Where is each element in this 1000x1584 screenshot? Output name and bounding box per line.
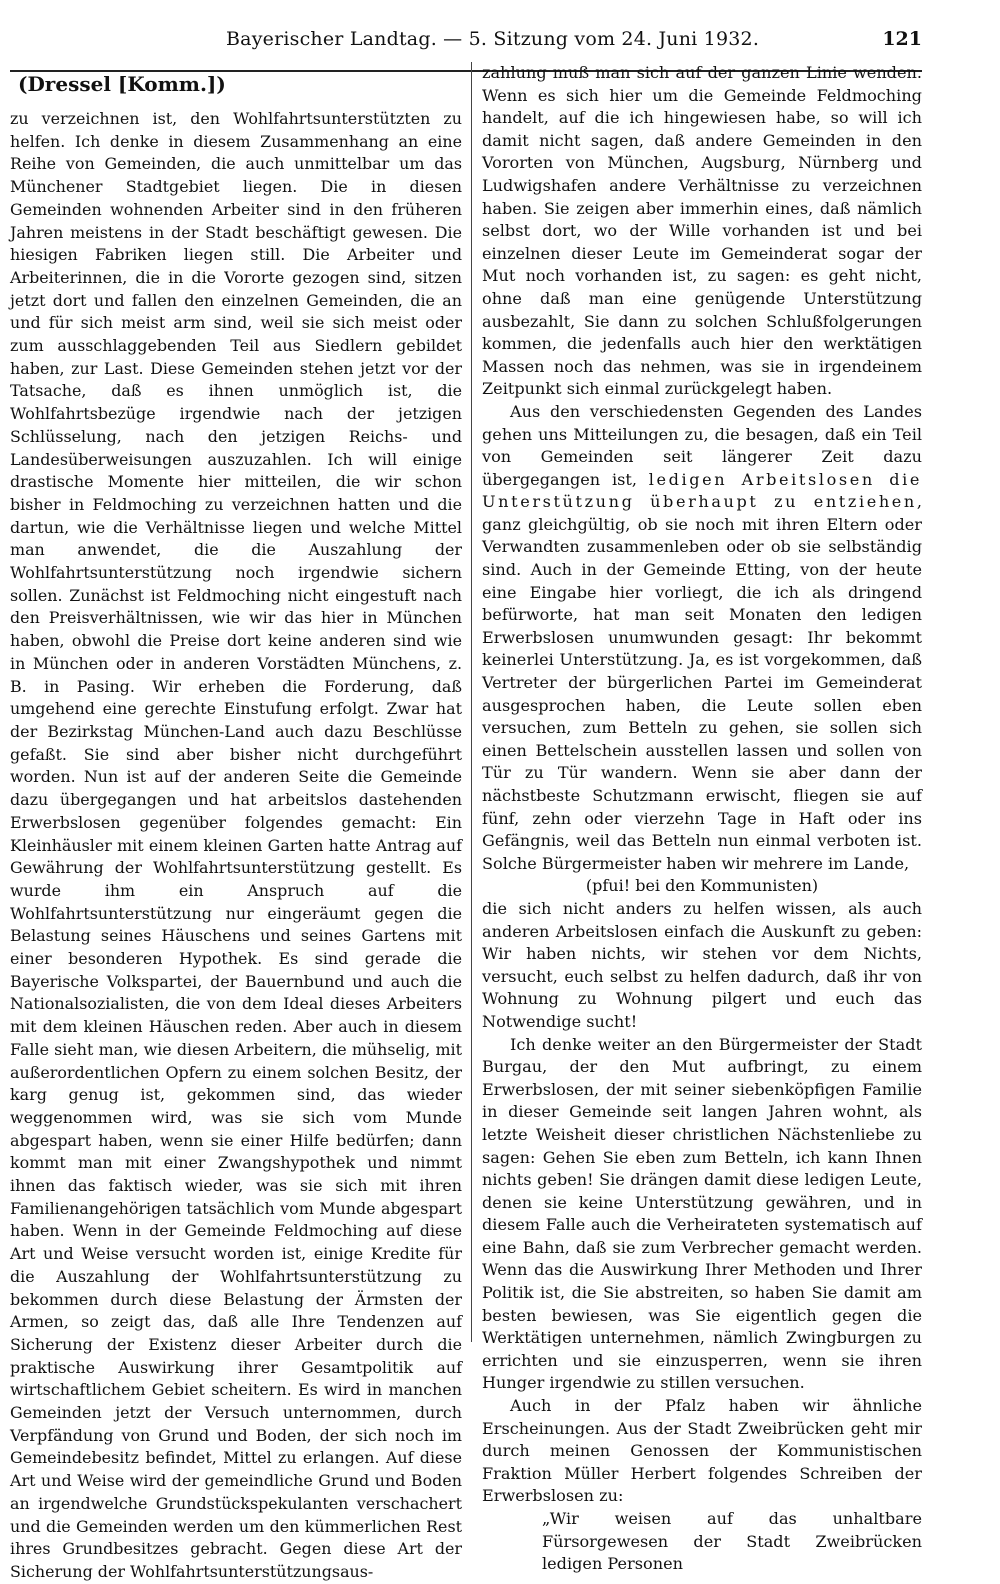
paragraph: die sich nicht anders zu helfen wissen, als auch anderen Arbeitslosen einfach die Auskunft zu geben: Wir haben nichts, wir stehen vor dem Nichts, versucht, euch selbst zu helfen dadurch, daß ihr von Wohnung zu Wohnung pilgert und euch das Notwendige sucht! xyxy=(482,898,922,1031)
running-head: Bayerischer Landtag. — 5. Sitzung vom 24. Juni 1932. xyxy=(226,28,760,50)
block-quote: „Wir weisen auf das unhaltbare Fürsorgewesen der Stadt Zweibrücken ledigen Personen xyxy=(542,1509,922,1574)
emphasized-text: ledigen Arbeitslosen die Unterstützung überhaupt zu entziehen xyxy=(482,469,922,512)
paragraph: zu verzeichnen ist, den Wohlfahrtsunterstützten zu helfen. Ich denke in diesem Zusammenhang an eine Reihe von Gemeinden, die auch unmittelbar um das Münchener Stadtgebiet liegen. Die in diesen Gemeinden wohnenden Arbeiter sind in den früheren Jahren meistens in der Stadt beschäftigt gewesen. Die hiesigen Fabriken liegen still. Die Arbeiter und Arbeiterinnen, die in die Vororte gezogen sind, sitzen jetzt dort und fallen den einzelnen Gemeinden, die an und für sich meist arm sind, weil sie sich meist oder zum ausschlaggebenden Teil aus Siedlern gebildet haben, zur Last. Diese Gemeinden stehen jetzt vor der Tatsache, daß es ihnen unmöglich ist, die Wohlfahrtsbezüge irgendwie nach der jetzigen Schlüsselung, nach den jetzigen Reichs- und Landesüberweisungen auszuzahlen. Ich will einige drastische Momente hier mitteilen, die wir schon bisher in Feldmoching zu verzeichnen hatten und die dartun, wie die Verhältnisse liegen und welche Mittel man anwendet, die die Auszahlung der Wohlfahrtsunterstützung noch irgendwie sichern sollen. Zunächst ist Feldmoching nicht eingestuft nach den Preisverhältnissen, wie wir das hier in München haben, obwohl die Preise dort keine anderen sind wie in München oder in anderen Vorstädten Münchens, z. B. in Pasing. Wir erheben die Forderung, daß umgehend eine gerechte Einstufung erfolgt. Zwar hat der Bezirkstag München-Land auch dazu Beschlüsse gefaßt. Sie sind aber bisher nicht durchgeführt worden. Nun ist auf der anderen Seite die Gemeinde dazu übergegangen und hat arbeitslos dastehenden Erwerbslosen gegenüber folgendes gemacht: Ein Kleinhäusler mit einem kleinen Garten hatte Antrag auf Gewährung der Wohlfahrtsunterstützung gestellt. Es wurde ihm ein Anspruch auf die Wohlfahrtsunterstützung nur eingeräumt gegen die Belastung seines Häuschens und seines Gartens mit einer besonderen Hypothek. Es sind gerade die Bayerische Volkspartei, der Bauernbund und auch die Nationalsozialisten, die von dem Ideal dieses Arbeiters mit dem kleinen Häuschen reden. Aber auch in diesem Falle sieht man, wie diesen Arbeitern, die mühselig, mit außerordentlichen Opfern zu einem solchen Besitz, der karg genug ist, gekommen sind, das wieder weggenommen wird, was sie sich vom Munde abgespart haben, wenn sie einer Hilfe bedürfen; dann kommt man mit einer Zwangshypothek und nimmt ihnen das faktisch wieder, was sie sich mit ihren Familienangehörigen tatsächlich vom Munde abgespart haben. Wenn in der Gemeinde Feldmoching auf diese Art und Weise versucht worden ist, einige Kredite für die Auszahlung der Wohlfahrtsunterstützung zu bekommen durch diese Belastung der Ärmsten der Armen, so zeigt das, daß alle Ihre Tendenzen auf Sicherung der Existenz dieser Arbeiter durch die praktische Auswirkung ihrer Gesamtpolitik auf wirtschaftlichem Gebiet scheitern. Es wird in manchen Gemeinden jetzt der Versuch unternommen, durch Verpfändung von Grund und Boden, der sich noch im Gemeindebesitz befindet, Mittel zu erlangen. Auf diese Art und Weise wird der gemeindliche Grund und Boden an irgendwelche Grundstückspekulanten verschachert und die Gemeinden werden um den kümmerlichen Rest ihres Grundbesitzes gebracht. Gegen diese Art der Sicherung der Wohlfahrtsunterstützungsaus- xyxy=(10,109,462,1581)
right-column xyxy=(482,62,922,1574)
paragraph xyxy=(482,401,922,875)
paragraph: Auch in der Pfalz haben wir ähnliche Erscheinungen. Aus der Stadt Zweibrücken geht mir durch meinen Genossen der Kommunistischen Fraktion Müller Herbert folgendes Schreiben der Erwerbslosen zu: xyxy=(482,1396,922,1506)
speaker-label: (Dressel [Komm.]) xyxy=(18,72,226,96)
interjection: (pfui! bei den Kommunisten) xyxy=(585,876,819,896)
paragraph-text: Aus den verschiedensten Gegenden des Landes gehen uns Mitteilungen zu, die besagen, daß ein Teil von Gemeinden seit längerer Zeit dazu übergegangen ist, xyxy=(482,401,922,489)
paragraph: zahlung muß man sich auf der ganzen Linie wenden. Wenn es sich hier um die Gemeinde Feldmoching handelt, auf die ich hingewiesen habe, so will ich damit nicht sagen, daß andere Gemeinden in den Vororten von München, Augsburg, Nürnberg und Ludwigshafen andere Verhältnisse zu verzeichnen haben. Sie zeigen aber immerhin eines, daß nämlich selbst dort, wo der Wille vorhanden ist und bei einzelnen dieser Leute im Gemeinderat sogar der Mut noch vorhanden ist, zu sagen: es geht nicht, ohne daß man eine genügende Unterstützung ausbezahlt, Sie dann zu solchen Schlußfolgerungen kommen, die jedenfalls auch hier den werktätigen Massen noch das nehmen, was sie in irgendeinem Zeitpunkt sich einmal zurückgelegt haben. xyxy=(482,63,922,399)
page-number: 121 xyxy=(882,28,922,50)
page-header xyxy=(0,24,1000,58)
paragraph: Ich denke weiter an den Bürgermeister der Stadt Burgau, der den Mut aufbringt, zu einem Erwerbslosen, der mit seiner siebenköpfigen Familie in dieser Gemeinde seit langen Jahren wohnt, als letzte Weisheit dieser christlichen Nächstenliebe zu sagen: Gehen Sie eben zum Betteln, ich kann Ihnen nichts geben! Sie drängen damit diese ledigen Leute, denen sie keine Unterstützung gewähren, und in diesem Falle auch die Verheirateten systematisch auf eine Bahn, daß sie zum Verbrecher gemacht werden. Wenn das die Auswirkung Ihrer Methoden und Ihrer Politik ist, die Sie abstreiten, so haben Sie damit am besten bewiesen, was Sie eigentlich gegen die Werktätigen unternehmen, nämlich Zwingburgen zu errichten und sie einzusperren, wenn sie ihren Hunger irgendwie zu stillen versuchen. xyxy=(482,1034,922,1393)
column-divider xyxy=(471,62,472,1342)
paragraph-text: , ganz gleichgültig, ob sie noch mit ihren Eltern oder Verwandten zusammenleben oder ob sie selbständig sind. Auch in der Gemeinde Etting, von der heute eine Eingabe hier vorliegt, die ich als dringend befürworte, hat man seit Monaten den ledigen Erwerbslosen unumwunden gesagt: Ihr bekommt keinerlei Unterstützung. Ja, es ist vorgekommen, daß Vertreter der bürgerlichen Partei im Gemeinderat ausgesprochen haben, die Leute sollen eben versuchen, zum Betteln zu gehen, sie sollen sich einen Bettelschein ausstellen lassen und sollen von Tür zu Tür wandern. Wenn sie aber dann der nächstbeste Schutzmann erwischt, fliegen sie auf fünf, zehn oder vierzehn Tage in Haft oder ins Gefängnis, weil das Betteln nun einmal verboten ist. Solche Bürgermeister haben wir mehrere im Lande, xyxy=(482,492,922,873)
left-column xyxy=(10,62,462,1581)
